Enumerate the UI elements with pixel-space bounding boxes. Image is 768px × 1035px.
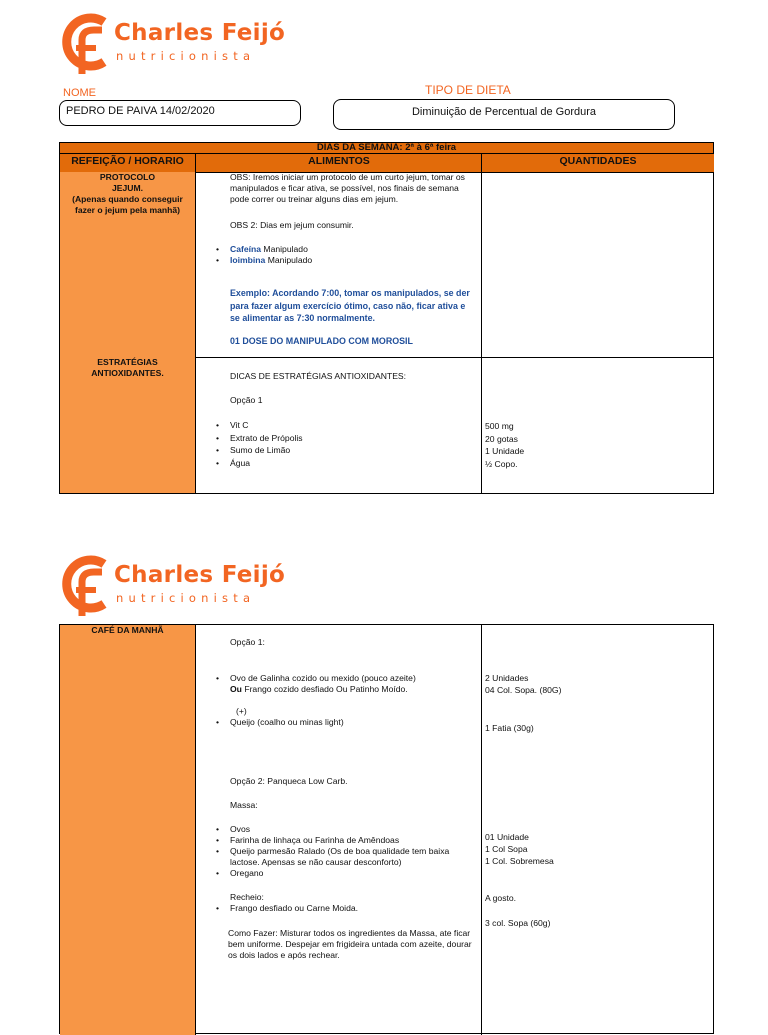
qty-value: 04 Col. Sopa. (80G) (485, 685, 562, 695)
qty-value: 1 Col. Sobremesa (485, 856, 554, 866)
obs-1: OBS: Iremos iniciar um protocolo de um curto jejum, tomar os manipulados e ficar ativa, se possível, nos finais de semana pode correr ou treinar alguns dias em jejum. (230, 172, 465, 204)
name-field (59, 100, 301, 126)
massa-label: Massa: (230, 800, 258, 810)
list-item: • Ovos (216, 824, 473, 835)
list-item: • Sumo de Limão (216, 444, 473, 457)
table-row-breakfast (59, 624, 714, 1034)
col-qty-header (481, 154, 714, 172)
name-label: NOME (63, 87, 96, 99)
qty-value: 1 Unidade (485, 446, 525, 456)
list-item: • Ovo de Galinha cozido ou mexido (pouco azeite) Ou Frango cozido desfiado Ou Patinho Moído. (216, 673, 473, 695)
name-value: PEDRO DE PAIVA 14/02/2020 (66, 105, 215, 117)
recheio-label: Recheio: (230, 892, 264, 902)
qty-value: 1 Fatia (30g) (485, 723, 534, 733)
example-note: Exemplo: Acordando 7:00, tomar os manipulados, se der para fazer algum exercício ótimo, caso não, ficar ativa e se alimentar as 7:30 normalmente. (230, 288, 470, 323)
brand-subtitle: nutricionista (116, 591, 256, 605)
col-food-header (195, 154, 482, 172)
meal-cell-breakfast (60, 625, 195, 1035)
dose-note: 01 DOSE DO MANIPULADO COM MOROSIL (230, 335, 413, 346)
food-cell-antioxidantes (195, 357, 481, 493)
col-meal-label: REFEIÇÃO / HORARIO (71, 155, 184, 167)
list-item: • Extrato de Própolis (216, 432, 473, 445)
meal-title-2: ANTIOXIDANTES. (91, 368, 164, 378)
meal-title-1: PROTOCOLO (99, 172, 156, 182)
list-item: • Vit C (216, 419, 473, 432)
food-cell-breakfast (195, 625, 481, 1035)
list-item: • Oregano (216, 868, 473, 879)
qty-cell-antioxidantes (481, 357, 713, 493)
qty-value: 01 Unidade (485, 832, 529, 842)
qty-value: 3 col. Sopa (60g) (485, 918, 551, 928)
meal-cell-antioxidantes (60, 357, 195, 493)
antiox-option: Opção 1 (230, 395, 263, 405)
meal-title: CAFÉ DA MANHÃ (91, 625, 164, 635)
brand-logo (58, 10, 286, 80)
list-item: • Água (216, 457, 473, 470)
list-item: • Frango desfiado ou Carne Moida. (216, 903, 473, 914)
diet-type-label: TIPO DE DIETA (425, 83, 511, 97)
diet-type-field (333, 99, 675, 130)
plus-sign: (+) (236, 706, 247, 716)
option-1-list (216, 673, 473, 695)
col-qty-label: QUANTIDADES (559, 155, 637, 167)
food-cell-jejum (195, 172, 481, 357)
option-1-list-2 (216, 717, 473, 728)
diet-type-value: Diminuição de Percentual de Gordura (411, 106, 597, 118)
list-item: • Queijo (coalho ou minas light) (216, 717, 473, 728)
list-item: • Cafeína Manipulado (216, 244, 473, 255)
qty-value: 1 Col Sopa (485, 844, 528, 854)
jejum-list (216, 244, 473, 266)
table-row-antioxidantes (59, 357, 714, 494)
option-2-title: Opção 2: Panqueca Low Carb. (230, 776, 348, 786)
meal-title-2: JEJUM. (111, 183, 144, 193)
table-row-jejum (59, 172, 714, 358)
meal-note: (Apenas quando conseguir fazer o jejum pela manhã) (72, 194, 183, 215)
qty-cell-jejum (481, 172, 714, 357)
logo-mark-icon (58, 552, 114, 616)
list-item: • Farinha de linhaça ou Farinha de Amêndoas (216, 835, 473, 846)
como-fazer: Como Fazer: Misturar todos os ingredientes da Massa, ate ficar bem uniforme. Despejar em frigideira untada com azeite, dourar os dois lados e após rechear. (228, 928, 472, 960)
qty-value: 20 gotas (485, 433, 518, 444)
obs-2: OBS 2: Dias em jejum consumir. (230, 220, 354, 230)
table-header-row (59, 154, 714, 173)
col-meal-header (60, 154, 195, 172)
antiox-list (216, 419, 473, 469)
brand-name: Charles Feijó (114, 562, 286, 588)
qty-cell-breakfast (481, 625, 713, 1035)
brand-subtitle: nutricionista (116, 49, 256, 63)
list-item: • Ioimbina Manipulado (216, 255, 473, 266)
qty-value: 2 Unidades (485, 673, 529, 683)
antiox-title: DICAS DE ESTRATÉGIAS ANTIOXIDANTES: (230, 371, 407, 381)
list-item: • Queijo parmesão Ralado (Os de boa qualidade tem baixa lactose. Apensas se não causar desconforto) (216, 846, 473, 868)
recheio-list (216, 903, 473, 914)
week-title: DIAS DA SEMANA: 2ª à 6ª feira (316, 142, 457, 153)
col-food-label: ALIMENTOS (308, 155, 370, 167)
meal-cell-jejum (60, 172, 195, 357)
brand-logo (58, 552, 286, 622)
week-title-bar (59, 142, 714, 154)
option-1-title: Opção 1: (230, 637, 265, 647)
meal-title-1: ESTRATÉGIAS (97, 357, 158, 367)
massa-list (216, 824, 473, 879)
qty-value: 500 mg (485, 421, 514, 431)
logo-mark-icon (58, 10, 114, 74)
qty-value: ½ Copo. (485, 458, 518, 469)
brand-name: Charles Feijó (114, 20, 286, 46)
qty-value: A gosto. (485, 893, 517, 903)
